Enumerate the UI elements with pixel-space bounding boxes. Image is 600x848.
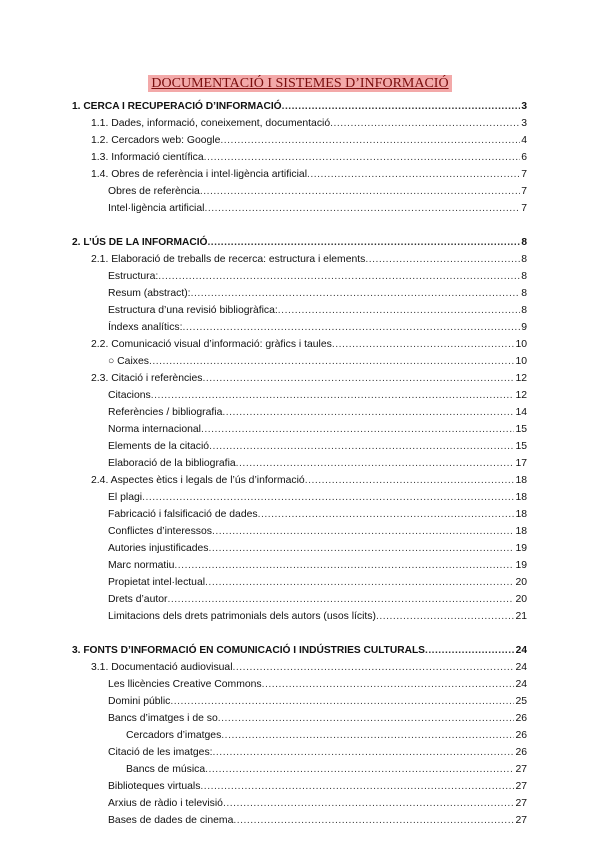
toc-entry-page: 15: [515, 441, 527, 452]
toc-dot-leader: [213, 744, 515, 761]
toc-dot-leader: [170, 693, 514, 710]
toc-dot-leader: [332, 336, 515, 353]
toc-entry-line: [72, 98, 527, 115]
toc-entry-label: Obres de referència: [108, 186, 200, 197]
toc-entry[interactable]: [0, 302, 600, 319]
toc-entry-line: [126, 727, 527, 744]
toc-entry-line: [108, 404, 527, 421]
toc-dot-leader: [233, 812, 514, 829]
toc-entry[interactable]: [0, 166, 600, 183]
toc-dot-leader: [207, 234, 520, 251]
toc-entry-label: Elaboració de la bibliografia: [108, 458, 236, 469]
toc-dot-leader: [167, 591, 514, 608]
toc-entry[interactable]: [0, 557, 600, 574]
toc-entry-label: Bases de dades de cinema: [108, 815, 234, 826]
toc-entry-page: 7: [521, 186, 527, 197]
toc-dot-leader: [200, 183, 520, 200]
toc-entry-page: 17: [515, 458, 527, 469]
toc-entry-label: Bancs de música: [126, 764, 206, 775]
toc-entry-line: [108, 200, 527, 217]
toc-entry[interactable]: [0, 608, 600, 625]
toc-entry-line: [108, 285, 527, 302]
toc-dot-leader: [204, 200, 520, 217]
toc-entry[interactable]: [0, 234, 600, 251]
toc-entry-label: Cercadors d’imatges: [126, 730, 222, 741]
toc-entry[interactable]: [0, 336, 600, 353]
toc-entry-label: Propietat intel·lectual: [108, 577, 206, 588]
toc-entry-line: [91, 370, 527, 387]
toc-dot-leader: [330, 115, 520, 132]
toc-dot-leader: [223, 795, 515, 812]
toc-entry-label: 1.3. Informació científica: [91, 152, 204, 163]
toc-dot-leader: [236, 455, 515, 472]
toc-entry-page: 8: [521, 271, 527, 282]
toc-dot-leader: [220, 132, 520, 149]
toc-dot-leader: [425, 642, 515, 659]
toc-entry[interactable]: [0, 200, 600, 217]
toc-entry-page: 20: [515, 594, 527, 605]
toc-entry-page: 26: [515, 730, 527, 741]
toc-entry-line: [108, 438, 527, 455]
toc-entry-page: 21: [515, 611, 527, 622]
toc-entry[interactable]: [0, 676, 600, 693]
toc-entry-page: 19: [515, 560, 527, 571]
toc-entry-label: 3.1. Documentació audiovisual: [91, 662, 233, 673]
toc-entry-page: 8: [521, 237, 527, 248]
toc-entry-label: Estructura:: [108, 271, 159, 282]
toc-entry-label: 2. L’ÚS DE LA INFORMACIÓ: [72, 237, 208, 248]
toc-entry-page: 10: [515, 356, 527, 367]
toc-dot-leader: [191, 285, 521, 302]
toc-entry-page: 20: [515, 577, 527, 588]
toc-dot-leader: [201, 421, 514, 438]
toc-entry-line: [108, 795, 527, 812]
toc-entry-line: [108, 353, 527, 370]
toc-entry-page: 9: [521, 322, 527, 333]
toc-entry-label: 2.2. Comunicació visual d’informació: gràfics i taules: [91, 339, 332, 350]
toc-entry-line: [108, 319, 527, 336]
toc-entry-label: Fabricació i falsificació de dades: [108, 509, 258, 520]
toc-entry[interactable]: [0, 421, 600, 438]
toc-entry-line: [108, 557, 527, 574]
toc-entry-label: Elements de la citació: [108, 441, 210, 452]
toc-entry-label: 1.4. Obres de referència i intel·ligència artificial: [91, 169, 307, 180]
toc-entry-line: [126, 761, 527, 778]
toc-entry[interactable]: [0, 132, 600, 149]
toc-entry-line: [108, 744, 527, 761]
document-title: DOCUMENTACIÓ I SISTEMES D’INFORMACIÓ: [148, 75, 451, 92]
toc-entry[interactable]: [0, 285, 600, 302]
toc-entry-label: 2.4. Aspectes ètics i legals de l’ús d’informació: [91, 475, 305, 486]
toc-entry-label: 2.1. Elaboració de treballs de recerca: estructura i elements: [91, 254, 366, 265]
toc-entry-label: 1.2. Cercadors web: Google: [91, 135, 221, 146]
toc-dot-leader: [278, 302, 520, 319]
toc-entry-line: [108, 523, 527, 540]
toc-entry-label: Norma internacional: [108, 424, 201, 435]
toc-entry-page: 14: [515, 407, 527, 418]
toc-entry[interactable]: [0, 404, 600, 421]
toc-dot-leader: [174, 557, 514, 574]
toc-entry-line: [108, 608, 527, 625]
toc-entry-line: [108, 183, 527, 200]
toc-dot-leader: [222, 404, 514, 421]
toc-dot-leader: [209, 438, 514, 455]
toc-entry-line: [91, 166, 527, 183]
toc-entry[interactable]: [0, 115, 600, 132]
toc-entry-label: Índexs analítics:: [108, 322, 183, 333]
toc-entry-label: Biblioteques virtuals: [108, 781, 201, 792]
toc-spacer: [0, 217, 600, 234]
toc-entry-line: [108, 455, 527, 472]
toc-dot-leader: [233, 659, 515, 676]
toc-entry-page: 18: [515, 526, 527, 537]
toc-entry[interactable]: [0, 472, 600, 489]
toc-entry[interactable]: [0, 523, 600, 540]
toc-entry-line: [108, 268, 527, 285]
toc-entry[interactable]: [0, 642, 600, 659]
toc-entry-line: [108, 812, 527, 829]
toc-entry[interactable]: [0, 98, 600, 115]
toc-entry-label: El plagi: [108, 492, 143, 503]
toc-dot-leader: [200, 778, 514, 795]
toc-entry[interactable]: [0, 659, 600, 676]
toc-entry[interactable]: [0, 727, 600, 744]
toc-entry-line: [91, 251, 527, 268]
toc-entry-line: [91, 336, 527, 353]
toc-entry-page: 3: [521, 118, 527, 129]
toc-dot-leader: [202, 370, 514, 387]
toc-entry[interactable]: [0, 693, 600, 710]
toc-entry-page: 8: [521, 288, 527, 299]
toc-dot-leader: [205, 761, 514, 778]
toc-dot-leader: [262, 676, 515, 693]
toc-entry-page: 7: [521, 169, 527, 180]
toc-entry-label: Bancs d’imatges i de so: [108, 713, 218, 724]
toc-entry[interactable]: [0, 778, 600, 795]
toc-entry-page: 19: [515, 543, 527, 554]
toc-entry-page: 8: [521, 254, 527, 265]
toc-entry-label: Marc normatiu: [108, 560, 175, 571]
toc-entry-label: ○ Caixes: [108, 356, 149, 367]
toc-entry[interactable]: [0, 370, 600, 387]
toc-entry-label: 1.1. Dades, informació, coneixement, documentació: [91, 118, 331, 129]
toc-entry-label: Domini públic: [108, 696, 171, 707]
toc-entry-label: Conflictes d’interessos: [108, 526, 212, 537]
toc-entry-page: 27: [515, 815, 527, 826]
toc-entry[interactable]: [0, 251, 600, 268]
toc-entry-line: [108, 676, 527, 693]
toc-entry-line: [108, 489, 527, 506]
toc-entry[interactable]: [0, 574, 600, 591]
toc-entry-label: Resum (abstract):: [108, 288, 191, 299]
toc-entry-page: 24: [515, 645, 527, 656]
toc-entry-page: 18: [515, 475, 527, 486]
toc-entry-label: Referències / bibliografia: [108, 407, 223, 418]
toc-entry-line: [108, 693, 527, 710]
toc-entry-label: Citacions: [108, 390, 151, 401]
toc-entry-line: [108, 421, 527, 438]
toc-entry-label: 2.3. Citació i referències: [91, 373, 203, 384]
toc-entry[interactable]: [0, 710, 600, 727]
toc-dot-leader: [204, 149, 521, 166]
toc-entry-page: 18: [515, 509, 527, 520]
toc-entry[interactable]: [0, 149, 600, 166]
toc-entry[interactable]: [0, 183, 600, 200]
toc-entry[interactable]: [0, 489, 600, 506]
toc-entry-page: 6: [521, 152, 527, 163]
toc-entry-label: Limitacions dels drets patrimonials dels autors (usos lícits): [108, 611, 376, 622]
toc-entry-page: 26: [515, 713, 527, 724]
toc-entry-line: [108, 506, 527, 523]
toc-entry-page: 27: [515, 781, 527, 792]
table-of-contents: [0, 98, 600, 829]
toc-entry-page: 26: [515, 747, 527, 758]
toc-dot-leader: [209, 540, 515, 557]
toc-entry[interactable]: [0, 812, 600, 829]
toc-entry[interactable]: [0, 268, 600, 285]
toc-entry-page: 10: [515, 339, 527, 350]
toc-entry-label: Estructura d’una revisió bibliogràfica:: [108, 305, 278, 316]
toc-entry-page: 3: [521, 101, 527, 112]
toc-entry-line: [91, 472, 527, 489]
toc-dot-leader: [307, 166, 520, 183]
toc-entry[interactable]: [0, 591, 600, 608]
toc-entry-line: [72, 234, 527, 251]
toc-entry-page: 25: [515, 696, 527, 707]
toc-dot-leader: [305, 472, 515, 489]
toc-entry-page: 24: [515, 679, 527, 690]
toc-entry-page: 12: [515, 373, 527, 384]
toc-entry-page: 4: [521, 135, 527, 146]
toc-entry-line: [91, 132, 527, 149]
toc-entry-page: 8: [521, 305, 527, 316]
toc-entry-label: Intel·ligència artificial: [108, 203, 205, 214]
toc-entry-line: [108, 778, 527, 795]
toc-entry-label: Autories injustificades: [108, 543, 209, 554]
toc-dot-leader: [205, 574, 514, 591]
toc-entry[interactable]: [0, 455, 600, 472]
toc-entry-label: Les llicències Creative Commons: [108, 679, 262, 690]
toc-entry[interactable]: [0, 319, 600, 336]
toc-entry-page: 18: [515, 492, 527, 503]
toc-entry-label: 3. FONTS D’INFORMACIÓ EN COMUNICACIÓ I INDÚSTRIES CULTURALS: [72, 645, 425, 656]
toc-entry[interactable]: [0, 387, 600, 404]
toc-entry[interactable]: [0, 761, 600, 778]
title-wrap: [0, 74, 600, 92]
toc-entry-line: [108, 710, 527, 727]
toc-entry[interactable]: [0, 353, 600, 370]
toc-entry[interactable]: [0, 744, 600, 761]
toc-entry-line: [91, 149, 527, 166]
toc-dot-leader: [221, 727, 514, 744]
toc-dot-leader: [151, 387, 515, 404]
toc-spacer: [0, 625, 600, 642]
toc-entry-label: Citació de les imatges:: [108, 747, 213, 758]
toc-entry-label: 1. CERCA I RECUPERACIÓ D’INFORMACIÓ: [72, 101, 282, 112]
toc-entry-page: 15: [515, 424, 527, 435]
toc-dot-leader: [365, 251, 520, 268]
toc-entry-line: [72, 642, 527, 659]
toc-entry-page: 27: [515, 764, 527, 775]
toc-entry[interactable]: [0, 438, 600, 455]
toc-dot-leader: [212, 523, 514, 540]
toc-entry-page: 7: [521, 203, 527, 214]
toc-entry-page: 24: [515, 662, 527, 673]
toc-dot-leader: [158, 268, 520, 285]
toc-entry-line: [108, 574, 527, 591]
toc-dot-leader: [376, 608, 514, 625]
toc-entry-label: Arxius de ràdio i televisió: [108, 798, 223, 809]
toc-entry-line: [108, 302, 527, 319]
toc-entry-page: 27: [515, 798, 527, 809]
toc-dot-leader: [142, 489, 514, 506]
toc-entry[interactable]: [0, 795, 600, 812]
toc-entry-line: [108, 387, 527, 404]
toc-dot-leader: [218, 710, 515, 727]
toc-entry-line: [108, 591, 527, 608]
toc-entry-page: 12: [515, 390, 527, 401]
toc-dot-leader: [282, 98, 521, 115]
toc-dot-leader: [258, 506, 515, 523]
toc-dot-leader: [149, 353, 515, 370]
toc-entry-line: [91, 115, 527, 132]
toc-entry[interactable]: [0, 506, 600, 523]
toc-dot-leader: [183, 319, 521, 336]
toc-entry-label: Drets d’autor: [108, 594, 168, 605]
toc-entry[interactable]: [0, 540, 600, 557]
toc-entry-line: [91, 659, 527, 676]
toc-entry-line: [108, 540, 527, 557]
